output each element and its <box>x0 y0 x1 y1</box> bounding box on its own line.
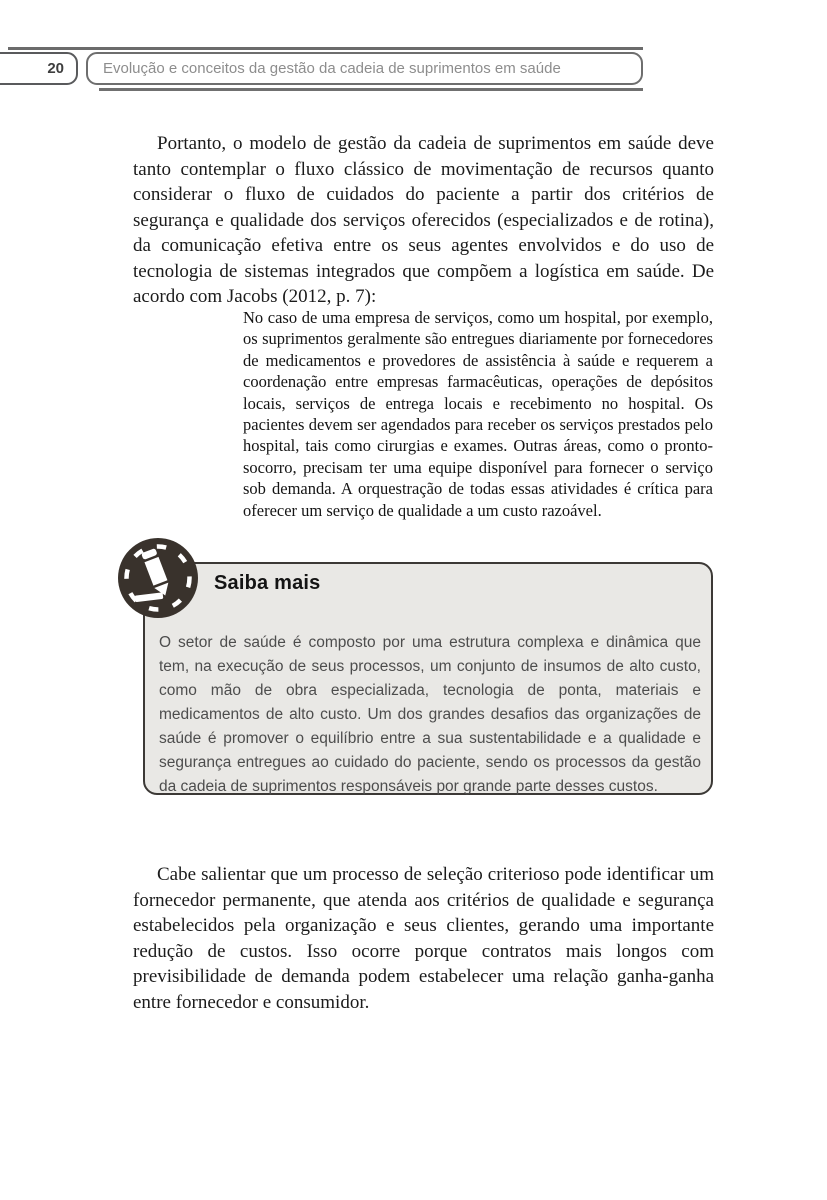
saiba-mais-box <box>143 562 713 795</box>
running-title-box <box>86 52 643 85</box>
pencil-icon <box>117 537 199 619</box>
page-number-box <box>0 52 78 85</box>
paragraph-1: Portanto, o modelo de gestão da cadeia de suprimentos em saúde deve tanto contemplar o fluxo clássico de movimentação de recursos quanto considerar o fluxo de cuidados do paciente a partir dos critérios de segurança e qualidade dos serviços oferecidos (especializados e de rotina), da comunicação efetiva entre os seus agentes envolvidos e do uso de tecnologia de sistemas integrados que compõem a logística em saúde. De acordo com Jacobs (2012, p. 7): <box>133 133 714 307</box>
running-title: Evolução e conceitos da gestão da cadeia de suprimentos em saúde <box>103 60 561 77</box>
block-quote: No caso de uma empresa de serviços, como um hospital, por exemplo, os suprimentos geralmente são entregues diariamente por fornecedores de medicamentos e provedores de assistência à saúde e requerem a coordenação entre empresas farmacêuticas, operações de depósitos locais, serviços de entrega locais e recebimento no hospital. Os pacientes devem ser agendados para receber os serviços prestados pelo hospital, tais como cirurgias e exames. Outras áreas, como o pronto-socorro, precisam ter uma equipe disponível para fornecer o serviço sob demanda. A orquestração de todas essas atividades é crítica para oferecer um serviço de qualidade a um custo razoável. <box>243 308 713 520</box>
page-number: 20 <box>47 60 64 77</box>
saiba-mais-title: Saiba mais <box>214 572 321 594</box>
saiba-mais-text: O setor de saúde é composto por uma estrutura complexa e dinâmica que tem, na execução de seus processos, um conjunto de insumos de alto custo, como mão de obra especializada, tecnologia de ponta, materiais e medicamentos de alto custo. Um dos grandes desafios das organizações de saúde é promover o equilíbrio entre a sua sustentabilidade e a qualidade e segurança entregues ao cuidado do paciente, sendo os processos da gestão da cadeia de suprimentos responsáveis por grande parte desses custos. <box>159 634 701 795</box>
header-top-rule <box>8 47 643 50</box>
running-title-underline <box>99 88 643 91</box>
paragraph-2: Cabe salientar que um processo de seleção criterioso pode identificar um fornecedor permanente, que atenda aos critérios de qualidade e segurança estabelecidos pela organização e seus clientes, gerando uma importante redução de custos. Isso ocorre porque contratos mais longos com previsibilidade de demanda podem estabelecer uma relação ganha-ganha entre fornecedor e consumidor. <box>133 864 714 1013</box>
